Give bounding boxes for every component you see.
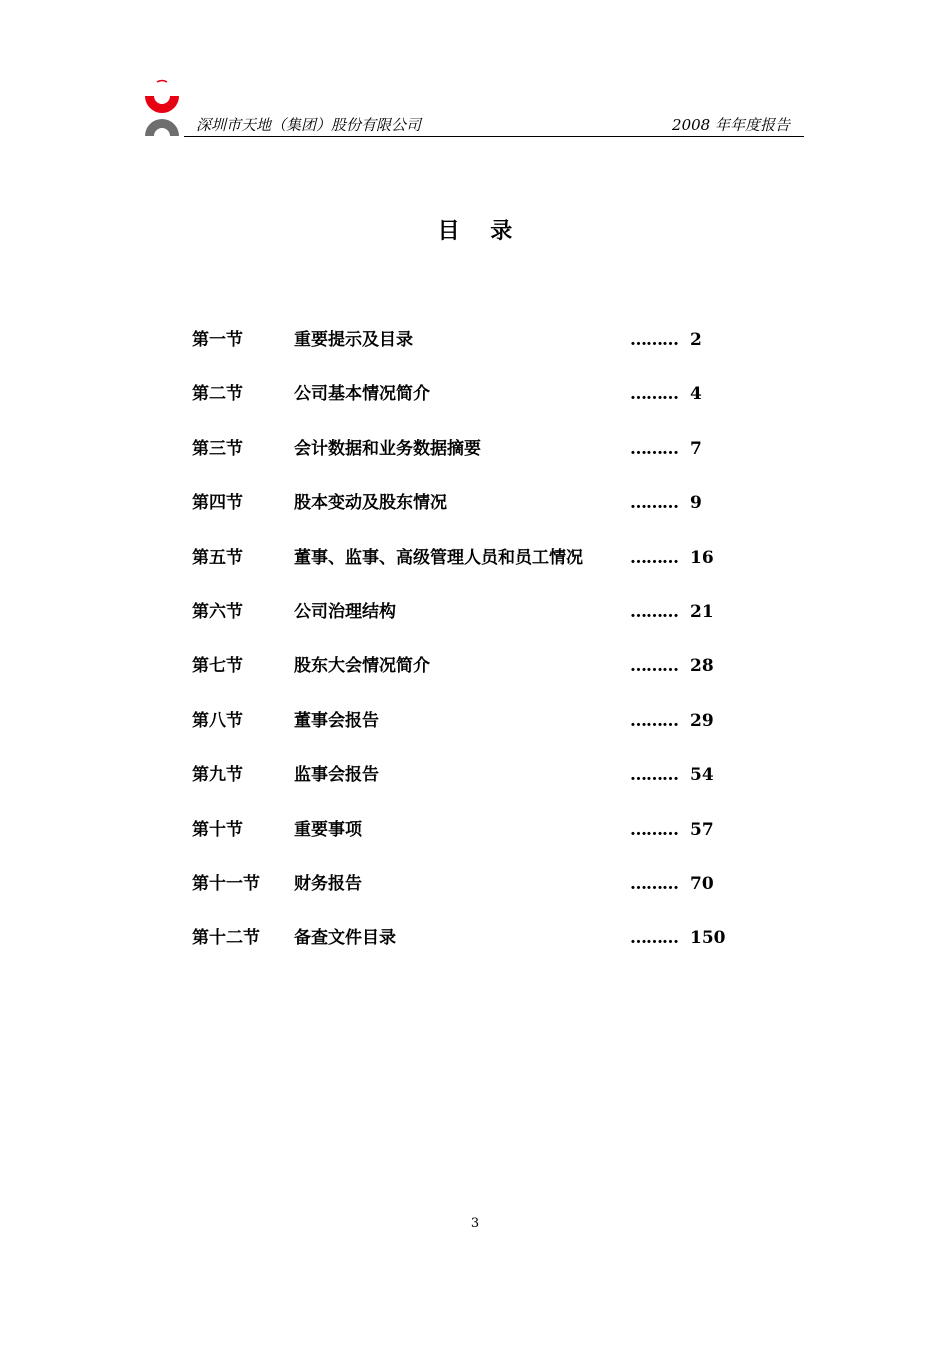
toc-section-number: 第五节 (192, 547, 243, 568)
toc-leader-dots: ……… (630, 438, 678, 459)
toc-entry[interactable] (192, 707, 752, 761)
toc-entry[interactable] (192, 870, 752, 924)
toc-section-title: 董事、监事、高级管理人员和员工情况 (294, 547, 583, 568)
company-logo (143, 78, 181, 136)
toc-leader-dots: ……… (630, 710, 678, 731)
toc-entry[interactable] (192, 652, 752, 706)
toc-entry[interactable] (192, 544, 752, 598)
toc-section-number: 第六节 (192, 601, 243, 622)
toc-page-number: 29 (690, 710, 714, 731)
toc-section-number: 第七节 (192, 656, 243, 677)
toc-leader-dots: ……… (630, 547, 678, 568)
toc-leader-dots: ……… (630, 765, 678, 786)
header-divider (184, 136, 804, 137)
toc-entry[interactable] (192, 435, 752, 489)
toc-leader-dots: ……… (630, 819, 678, 840)
toc-section-title: 财务报告 (294, 873, 362, 894)
logo-red-cup (145, 96, 179, 113)
toc-leader-dots: ……… (630, 330, 678, 350)
toc-section-number: 第十节 (192, 819, 243, 840)
toc-section-number: 第九节 (192, 765, 243, 786)
toc-section-title: 股东大会情况简介 (294, 656, 430, 677)
toc-page-number: 54 (690, 765, 714, 786)
toc-page-number: 7 (690, 438, 702, 459)
toc-section-number: 第四节 (192, 493, 243, 514)
logo-top-arc (157, 81, 167, 83)
toc-page-number: 28 (690, 656, 714, 677)
toc-section-number: 第十二节 (192, 928, 260, 949)
toc-page-number: 2 (690, 330, 702, 350)
toc-section-title: 股本变动及股东情况 (294, 493, 447, 514)
toc-page-number: 70 (690, 873, 714, 894)
toc-page-number: 150 (690, 928, 726, 949)
toc-entry[interactable] (192, 761, 752, 815)
toc-entry[interactable] (192, 924, 752, 978)
toc-section-title: 备查文件目录 (294, 928, 396, 949)
toc-leader-dots: ……… (630, 384, 678, 405)
toc-leader-dots: ……… (630, 493, 678, 514)
toc-leader-dots: ……… (630, 601, 678, 622)
toc-section-title: 公司基本情况简介 (294, 384, 430, 405)
toc-leader-dots: ……… (630, 656, 678, 677)
toc-leader-dots: ……… (630, 928, 678, 949)
toc-page-number: 16 (690, 547, 714, 568)
toc-section-title: 会计数据和业务数据摘要 (294, 438, 481, 459)
toc-entry[interactable] (192, 326, 752, 380)
toc-page-number: 21 (690, 601, 714, 622)
header-report-title: 2008 年年度报告 (672, 116, 790, 134)
header-company-name: 深圳市天地（集团）股份有限公司 (196, 116, 422, 134)
toc-section-number: 第八节 (192, 710, 243, 731)
toc-page-number: 57 (690, 819, 714, 840)
toc-title: 目 录 (437, 218, 513, 244)
toc-section-number: 第一节 (192, 330, 243, 350)
table-of-contents (192, 326, 752, 979)
toc-entry[interactable] (192, 598, 752, 652)
toc-section-number: 第十一节 (192, 873, 260, 894)
page-number: 3 (470, 1216, 480, 1231)
toc-section-title: 董事会报告 (294, 710, 379, 731)
toc-section-title: 重要提示及目录 (294, 330, 413, 350)
toc-entry[interactable] (192, 489, 752, 543)
toc-section-title: 公司治理结构 (294, 601, 396, 622)
toc-page-number: 9 (690, 493, 702, 514)
toc-section-title: 监事会报告 (294, 765, 379, 786)
logo-grey-arch (145, 119, 179, 136)
toc-entry[interactable] (192, 816, 752, 870)
toc-section-number: 第二节 (192, 384, 243, 405)
toc-leader-dots: ……… (630, 873, 678, 894)
toc-page-number: 4 (690, 384, 702, 405)
toc-section-number: 第三节 (192, 438, 243, 459)
toc-section-title: 重要事项 (294, 819, 362, 840)
toc-entry[interactable] (192, 380, 752, 434)
